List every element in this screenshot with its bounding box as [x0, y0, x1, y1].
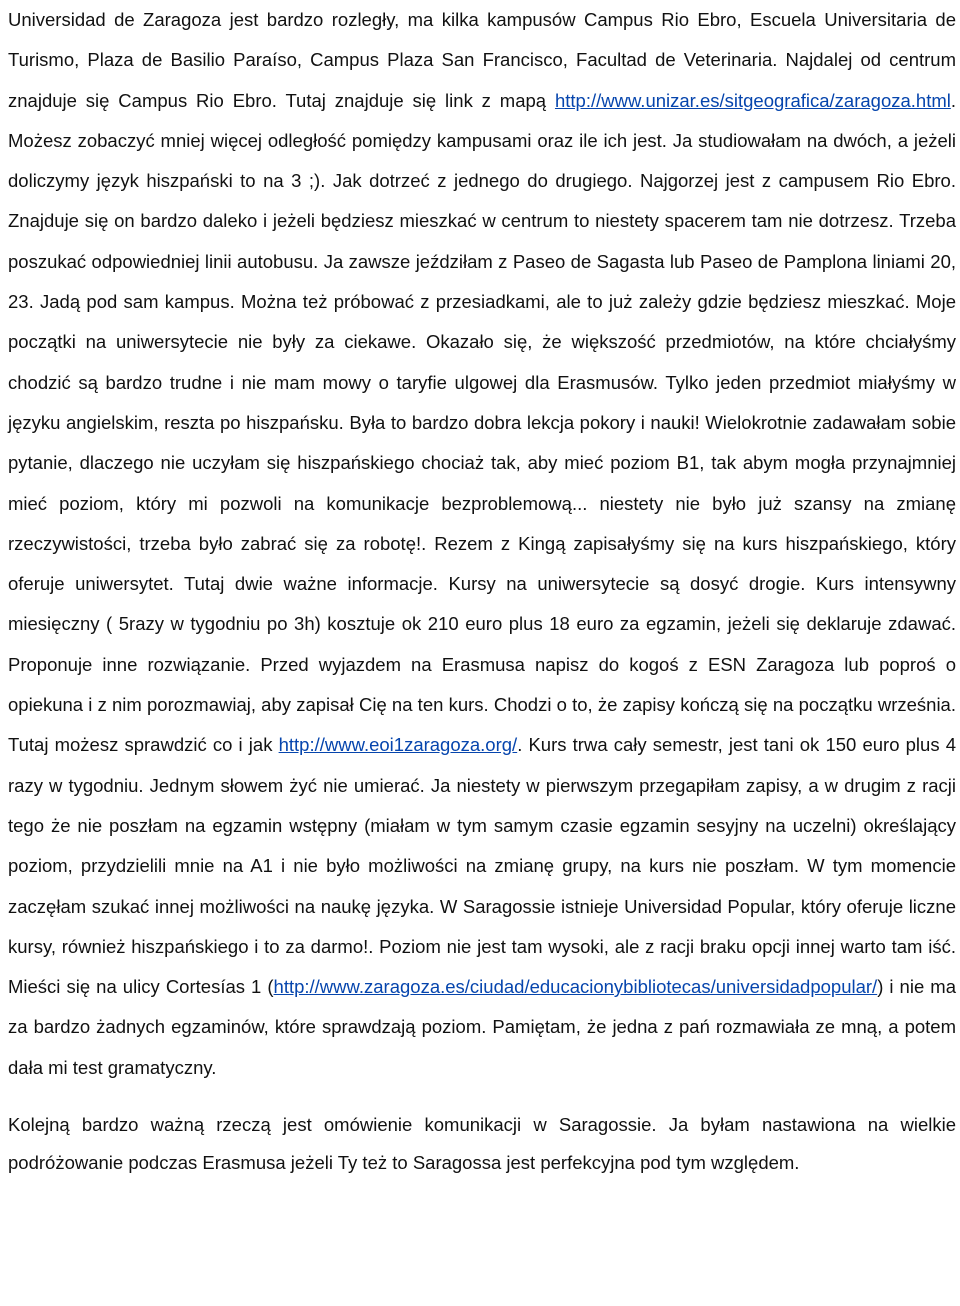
paragraph-text: Universidad de Zaragoza jest bardzo rozległy, ma kilka kampusów Campus Rio Ebro, Escuela Universitaria de Turismo, Plaza de Basilio Paraíso, Campus Plaza San Francisco, Facultad de Veterinaria. Najdalej od centrum znajduje się Campus Rio Ebro. Tutaj znajduje się link z mapą [8, 9, 956, 111]
eoi-link[interactable]: http://www.eoi1zaragoza.org/ [278, 734, 518, 756]
paragraph-text: ) i nie ma za bardzo żadnych egzaminów, które sprawdzają poziom. Pamiętam, że jedna z pań rozmawiała ze mną, a potem dała mi test gramatyczny. [8, 976, 956, 1078]
unizar-map-link[interactable]: http://www.unizar.es/sitgeografica/zaragoza.html [554, 89, 951, 111]
paragraph-universities [8, 0, 956, 1088]
universidad-popular-link[interactable]: http://www.zaragoza.es/ciudad/educacionybibliotecas/universidadpopular/ [273, 976, 878, 998]
paragraph-text: . Możesz zobaczyć mniej więcej odległość pomiędzy kampusami oraz ile ich jest. Ja studiowałam na dwóch, a jeżeli doliczymy język hiszpański to na 3 ;). Jak dotrzeć z jednego do drugiego. Najgorzej jest z campusem Rio Ebro. Znajduje się on bardzo daleko i jeżeli będziesz mieszkać w centrum to niestety spacerem tam nie dotrzesz. Trzeba poszukać odpowiedniej linii autobusu. Ja zawsze jeździłam z Paseo de Sagasta lub Paseo de Pamplona liniami 20, 23. Jadą pod sam kampus. Można też próbować z przesiadkami, ale to już zależy gdzie będziesz mieszkać. Moje początki na uniwersytecie nie były za ciekawe. Okazało się, że większość przedmiotów, na które chciałyśmy chodzić są bardzo trudne i nie mam mowy o taryfie ulgowej dla Erasmusów. Tylko jeden przedmiot miałyśmy w języku angielskim, reszta po hiszpańsku. Była to bardzo dobra lekcja pokory i nauki! Wielokrotnie zadawałam sobie pytanie, dlaczego nie uczyłam się hiszpańskiego chociaż tak, aby mieć poziom B1, tak abym mogła przynajmniej mieć poziom, który mi pozwoli na komunikacje bezproblemową... niestety nie było już szansy na zmianę rzeczywistości, trzeba było zabrać się za robotę!. Rezem z Kingą zapisałyśmy się na kurs hiszpańskiego, który oferuje uniwersytet. Tutaj dwie ważne informacje. Kursy na uniwersytecie są dosyć drogie. Kurs intensywny miesięczny ( 5razy w tygodniu po 3h) kosztuje ok 210 euro plus 18 euro za egzamin, jeżeli się deklaruje zdawać. Proponuje inne rozwiązanie. Przed wyjazdem na Erasmusa napisz do kogoś z ESN Zaragoza lub poproś o opiekuna i z nim porozmawiaj, aby zapisał Cię na ten kurs. Chodzi o to, że zapisy kończą się na początku września. Tutaj możesz sprawdzić co i jak [8, 89, 956, 756]
paragraph-text: . Kurs trwa cały semestr, jest tani ok 150 euro plus 4 razy w tygodniu. Jednym słowem żyć nie umierać. Ja niestety w pierwszym przegapiłam zapisy, a w drugim z racji tego że nie poszłam na egzamin wstępny (miałam w tym samym czasie egzamin sesyjny na uczelni) określający poziom, przydzielili mnie na A1 i nie było możliwości na zmianę grupy, na kurs nie poszłam. W tym momencie zaczęłam szukać innej możliwości na naukę języka. W Saragossie istnieje Universidad Popular, który oferuje liczne kursy, również hiszpańskiego i to za darmo!. Poziom nie jest tam wysoki, ale z racji braku opcji innej warto tam iść. Mieści się na ulicy Cortesías 1 ( [8, 734, 956, 998]
document-page [8, 0, 956, 1182]
paragraph-transport: Kolejną bardzo ważną rzeczą jest omówienie komunikacji w Saragossie. Ja byłam nastawiona na wielkie podróżowanie podczas Erasmusa jeżeli Ty też to Saragossa jest perfekcyjna pod tym względem. [8, 1114, 956, 1174]
